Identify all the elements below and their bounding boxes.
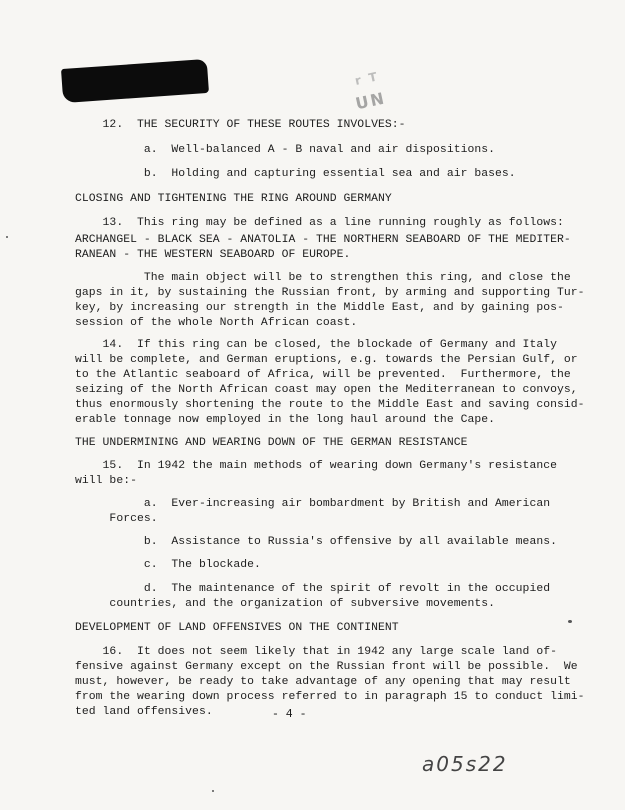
text-line: The main object will be to strengthen this ring, and close the — [75, 272, 571, 284]
redaction-block — [61, 59, 209, 103]
text-line: thus enormously shortening the route to the Middle East and saving consid- — [75, 399, 585, 411]
speck — [568, 620, 572, 623]
text-line: will be:- — [75, 475, 137, 487]
text-line: 14. If this ring can be closed, the blockade of Germany and Italy — [75, 339, 557, 351]
text-line: must, however, be ready to take advantage of any opening that may result — [75, 676, 571, 688]
text-line: 15. In 1942 the main methods of wearing down Germany's resistance — [75, 460, 557, 472]
text-line: countries, and the organization of subversive movements. — [75, 598, 496, 610]
text-line: ted land offensives. — [75, 706, 213, 718]
text-line: Forces. — [75, 513, 158, 525]
text-line: 13. This ring may be defined as a line running roughly as follows: — [75, 217, 564, 229]
text-line: fensive against Germany except on the Russian front will be possible. We — [75, 661, 578, 673]
text-line: from the wearing down process referred to in paragraph 15 to conduct limi- — [75, 691, 585, 703]
text-line: key, by increasing our strength in the Middle East, and by gaining pos- — [75, 302, 564, 314]
speck — [212, 790, 214, 792]
declassification-stamp: r T UN — [353, 69, 388, 114]
text-line: will be complete, and German eruptions, e.g. towards the Persian Gulf, or — [75, 354, 578, 366]
text-line: a. Well-balanced A - B naval and air dispositions. — [75, 144, 496, 156]
text-line: to the Atlantic seaboard of Africa, will be prevented. Furthermore, the — [75, 369, 571, 381]
handwritten-note: a05s22 — [422, 752, 508, 776]
text-line: d. The maintenance of the spirit of revolt in the occupied — [75, 583, 551, 595]
page-number: - 4 - — [272, 708, 307, 721]
text-line: seizing of the North African coast may open the Mediterranean to convoys, — [75, 384, 578, 396]
text-line: c. The blockade. — [75, 559, 261, 571]
section-heading: CLOSING AND TIGHTENING THE RING AROUND GERMANY — [75, 193, 392, 205]
text-line: ARCHANGEL - BLACK SEA - ANATOLIA - THE NORTHERN SEABOARD OF THE MEDITER- — [75, 234, 571, 246]
text-line: erable tonnage now employed in the long haul around the Cape. — [75, 414, 496, 426]
section-heading: DEVELOPMENT OF LAND OFFENSIVES ON THE CONTINENT — [75, 622, 399, 634]
text-line: a. Ever-increasing air bombardment by British and American — [75, 498, 551, 510]
text-line: session of the whole North African coast. — [75, 317, 358, 329]
text-line: b. Holding and capturing essential sea and air bases. — [75, 168, 516, 180]
text-line: gaps in it, by sustaining the Russian front, by arming and supporting Tur- — [75, 287, 585, 299]
section-heading: THE UNDERMINING AND WEARING DOWN OF THE GERMAN RESISTANCE — [75, 437, 468, 449]
text-line: RANEAN - THE WESTERN SEABOARD OF EUROPE. — [75, 249, 351, 261]
text-line: 16. It does not seem likely that in 1942 any large scale land of- — [75, 646, 557, 658]
text-line: 12. THE SECURITY OF THESE ROUTES INVOLVES:- — [75, 119, 406, 131]
text-line: b. Assistance to Russia's offensive by all available means. — [75, 536, 557, 548]
speck — [6, 236, 8, 238]
